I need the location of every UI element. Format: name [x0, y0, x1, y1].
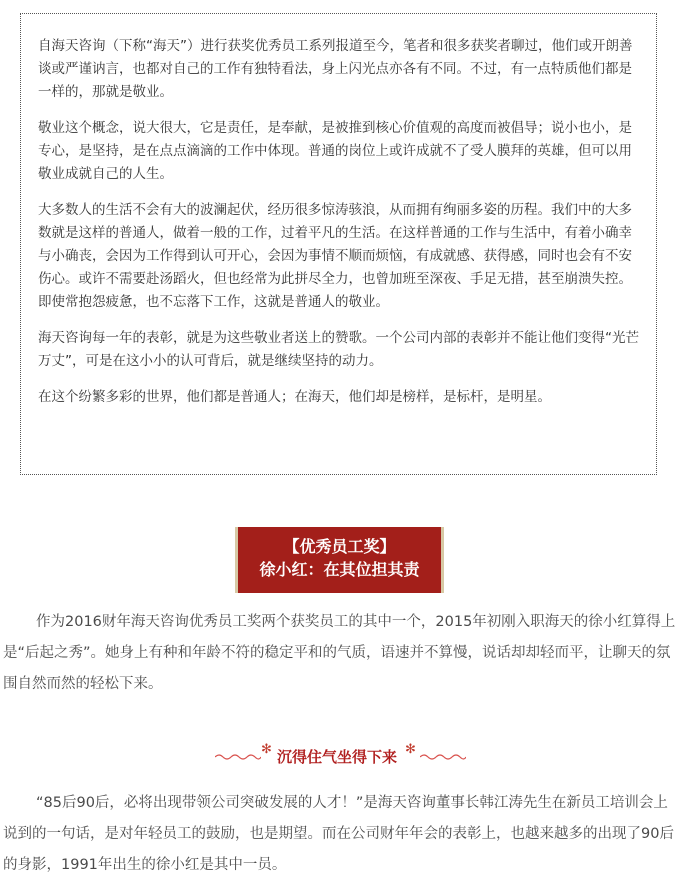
award-badge — [235, 527, 444, 593]
article-paragraph-1: 作为2016财年海天咨询优秀员工奖两个获奖员工的其中一个，2015年初刚入职海天的徐小红算得上是“后起之秀”。她身上有种和年龄不符的稳定平和的气质，语速并不算慢，说话却却轻而平，让聊天的氛围自然而然的轻松下来。 — [3, 614, 676, 692]
award-winner-headline: 徐小红：在其位担其责 — [259, 560, 420, 579]
intro-box — [20, 13, 657, 475]
section-title: 沉得住气坐得下来 — [277, 748, 398, 766]
left-star-icon: ✻ — [261, 742, 272, 757]
article-paragraph-2: “85后90后，必将出现带领公司突破发展的人才！”是海天咨询董事长韩江涛先生在新员工培训会上说到的一句话，是对年轻员工的鼓励，也是期望。而在公司财年年会的表彰上，也越来越多的出现了90后的身影，1991年出生的徐小红是其中一员。 — [3, 795, 674, 873]
intro-paragraph-1: 自海天咨询（下称“海天”）进行获奖优秀员工系列报道至今，笔者和很多获奖者聊过，他们或开朗善谈或严谨讷言，也都对自己的工作有独特看法，身上闪光点亦各有不同。不过，有一点特质他们都是一样的，那就是敬业。 — [38, 38, 633, 100]
left-wave-ornament-icon — [215, 747, 261, 761]
award-title: 【优秀员工奖】 — [283, 537, 396, 556]
section-heading — [0, 742, 680, 772]
right-star-icon: ✻ — [405, 742, 416, 757]
intro-paragraph-5: 在这个纷繁多彩的世界，他们都是普通人；在海天，他们却是榜样，是标杆，是明星。 — [38, 389, 551, 405]
intro-paragraph-2: 敬业这个概念，说大很大，它是责任，是奉献，是被推到核心价值观的高度而被倡导；说小也小，是专心，是坚持，是在点点滴滴的工作中体现。普通的岗位上或许成就不了受人膜拜的英雄，但可以用敬业成就自己的人生。 — [38, 120, 632, 182]
intro-paragraph-3: 大多数人的生活不会有大的波澜起伏，经历很多惊涛骇浪，从而拥有绚丽多姿的历程。我们中的大多数就是这样的普通人，做着一般的工作，过着平凡的生活。在这样普通的工作与生活中，有着小确幸与小确丧，会因为工作得到认可开心，会因为事情不顺而烦恼，有成就感、获得感，同时也会有不安伤心。或许不需要赴汤蹈火，但也经常为此拼尽全力，也曾加班至深夜、手足无措，甚至崩溃失控。即使常抱怨疲惫，也不忘落下工作，这就是普通人的敬业。 — [38, 202, 632, 310]
right-wave-ornament-icon — [420, 747, 466, 761]
intro-paragraph-4: 海天咨询每一年的表彰，就是为这些敬业者送上的赞歌。一个公司内部的表彰并不能让他们变得“光芒万丈”，可是在这小小的认可背后，就是继续坚持的动力。 — [38, 330, 639, 369]
